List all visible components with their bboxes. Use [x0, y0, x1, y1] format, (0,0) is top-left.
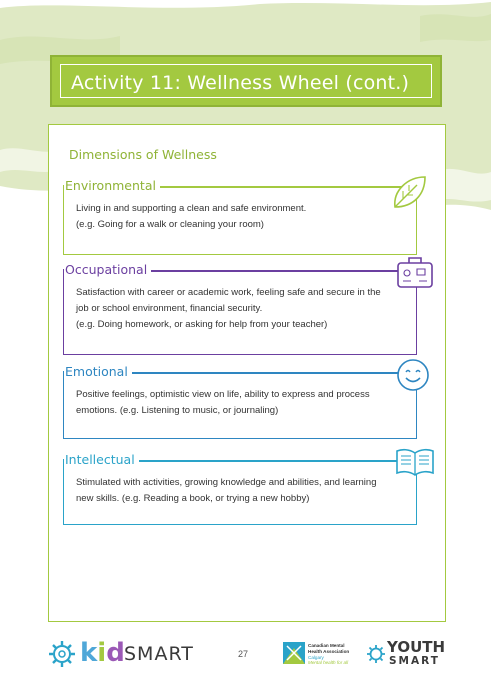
open-book-icon: [395, 447, 435, 477]
section-description: [76, 285, 405, 333]
page-footer: [0, 630, 491, 698]
section-rule: [147, 270, 417, 272]
section-rule: [135, 460, 417, 462]
description-line: (e.g. Going for a walk or cleaning your room): [76, 219, 264, 230]
cmha-logo-icon: [283, 642, 305, 664]
cmha-name-line: Health Association: [308, 648, 350, 654]
section-rule: [127, 372, 417, 374]
cmha-tagline: Mental health for all: [308, 660, 349, 666]
dimensions-heading: Dimensions of Wellness: [69, 147, 217, 162]
description-line: Living in and supporting a clean and safe environment.: [76, 203, 307, 214]
description-line: emotions. (e.g. Listening to music, or journaling): [76, 405, 279, 416]
title-inner-frame: [60, 64, 432, 98]
leaf-icon: [389, 173, 429, 213]
section-label: Intellectual: [65, 453, 139, 467]
description-line: Positive feelings, optimistic view on life, ability to express and process: [76, 389, 370, 400]
description-line: job or school environment, financial security.: [76, 303, 263, 314]
section-description: [76, 201, 405, 233]
cmha-name-line: Canadian Mental: [308, 643, 345, 648]
title-banner: [50, 55, 442, 107]
youthsmart-gear-icon: [366, 644, 386, 664]
section-description: [76, 475, 405, 507]
description-line: Satisfaction with career or academic work, feeling safe and secure in the: [76, 287, 381, 298]
smiley-icon: [395, 357, 431, 393]
section-description: [76, 387, 405, 419]
section-label: Occupational: [65, 263, 151, 277]
section-rule: [157, 186, 417, 188]
gear-icon: [48, 640, 76, 668]
youthsmart-smart-text: SMART: [389, 655, 440, 667]
cmha-city: Calgary: [308, 654, 324, 660]
youthsmart-youth-text: YOUTH: [387, 638, 446, 656]
section-occupational: [63, 263, 417, 355]
kid-letter-k: k: [80, 638, 98, 668]
kid-letter-i: i: [97, 638, 107, 668]
suitcase-icon: [395, 255, 435, 289]
kidsmart-logo: [80, 638, 125, 668]
description-line: (e.g. Doing homework, or asking for help from your teacher): [76, 319, 328, 330]
page-title: Activity 11: Wellness Wheel (cont.): [71, 72, 410, 94]
cmha-logo-text: [308, 643, 349, 666]
section-intellectual: [63, 453, 417, 525]
description-line: new skills. (e.g. Reading a book, or trying a new hobby): [76, 493, 310, 504]
kid-letter-d: d: [106, 638, 125, 668]
kidsmart-smart-text: SMART: [124, 643, 194, 665]
section-label: Emotional: [65, 365, 132, 379]
dimensions-card: [48, 124, 446, 622]
section-emotional: [63, 365, 417, 439]
section-label: Environmental: [65, 179, 160, 193]
description-line: Stimulated with activities, growing knowledge and abilities, and learning: [76, 477, 377, 488]
page-number: 27: [238, 649, 249, 659]
section-environmental: [63, 179, 417, 255]
